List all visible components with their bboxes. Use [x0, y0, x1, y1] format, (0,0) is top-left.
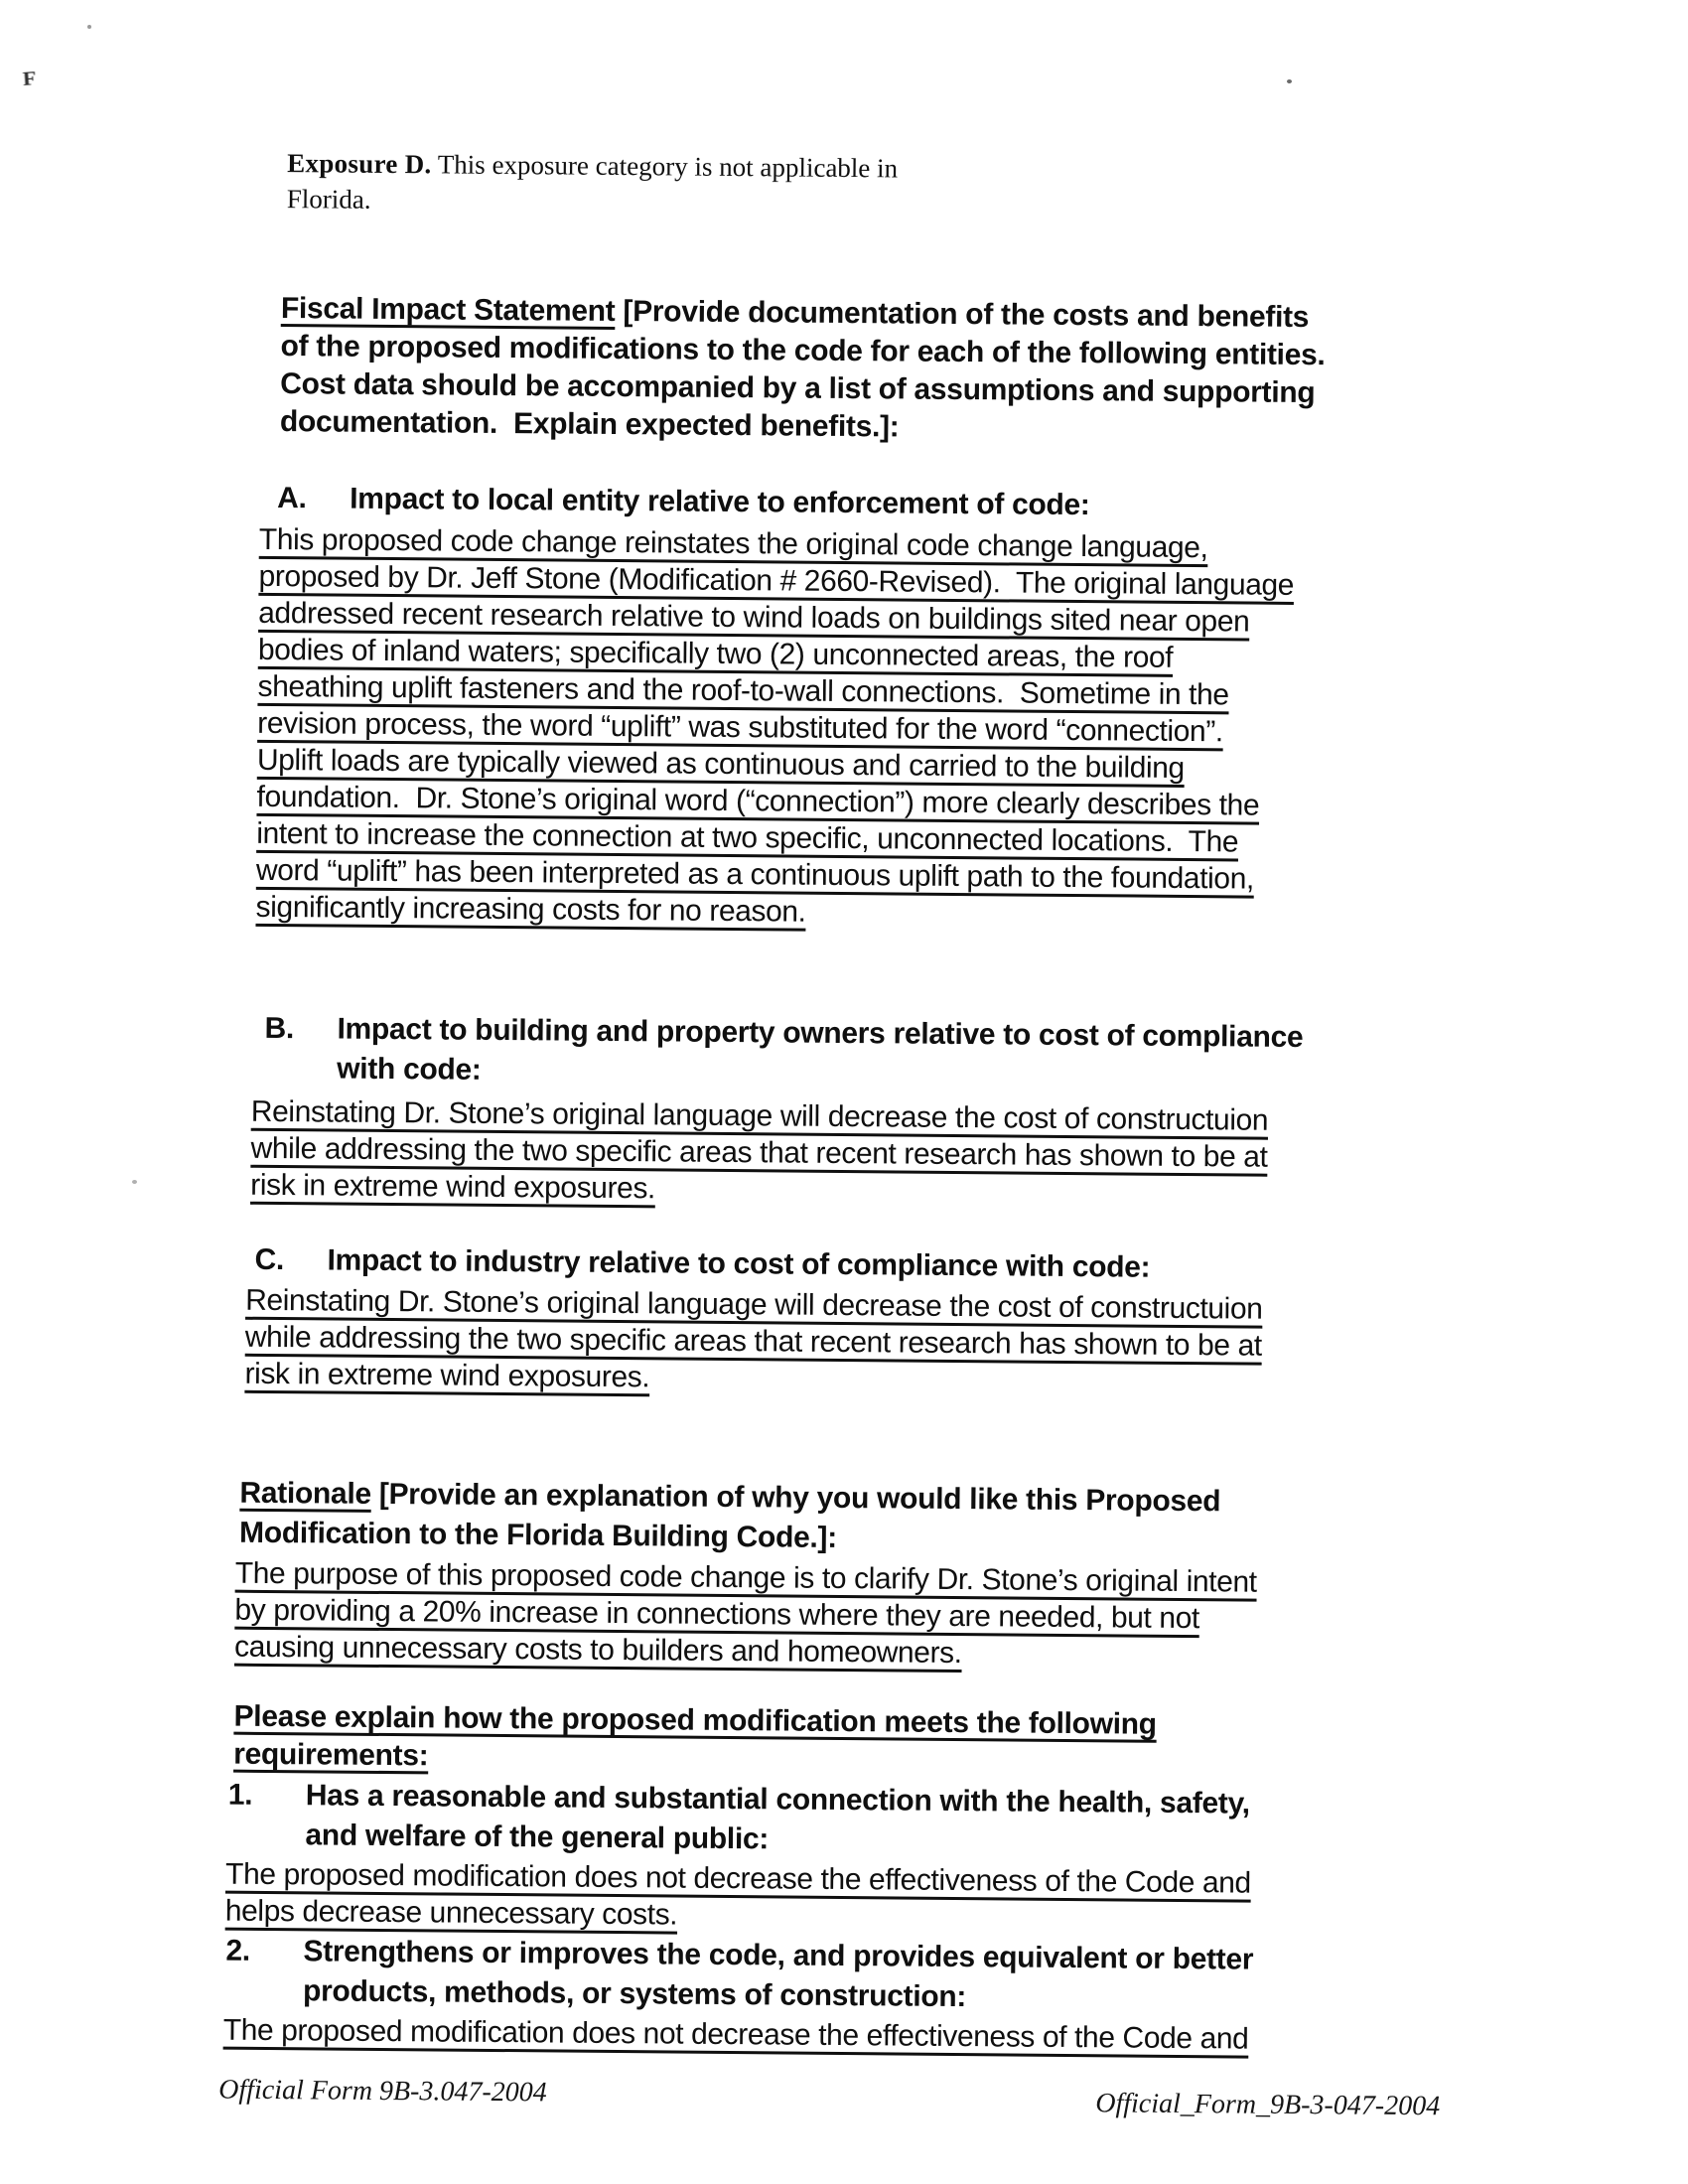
page-footer	[218, 2074, 1441, 2122]
requirement-1-answer: The proposed modification does not decrease the effectiveness of the Code and helps decrease unnecessary costs.	[224, 1857, 1251, 1932]
fiscal-impact-lead: Fiscal Impact Statement	[280, 292, 616, 328]
requirement-1-title: Has a reasonable and substantial connection with the health, safety, and welfare of the general public:	[305, 1779, 1250, 1856]
requirement-2-title: Strengthens or improves the code, and provides equivalent or better products, methods, or systems of construction:	[302, 1935, 1254, 2014]
section-b-heading	[264, 1009, 1688, 1101]
section-a-answer: This proposed code change reinstates the original code change language, proposed by Dr. Jeff Stone (Modification # 2660-Revised). The original language addressed recent research relative to wind loads on buildings sited near open bodies of inland waters; specifically two (2) unconnected areas, the roof sheathing uplift fasteners and the roof-to-wall connections. Sometime in the revision process, the word “uplift” was substituted for the word “connection”. Uplift loads are typically viewed as continuous and carried to the building foundation. Dr. Stone’s original word (“connection”) more clearly describes the intent to increase the connection at two specific, unconnected locations. The word “uplift” has been interpreted as a continuous uplift path to the foundation, significantly increasing costs for no reason.	[255, 522, 1295, 929]
requirement-2-label: 2.	[225, 1934, 251, 1967]
rationale-lead: Rationale	[239, 1476, 371, 1511]
rationale-heading	[239, 1474, 1535, 1564]
section-c	[0, 1238, 1686, 1405]
requirement-1-heading	[227, 1776, 1681, 1868]
requirement-1-label: 1.	[227, 1778, 253, 1812]
footer-form-number-left: Official Form 9B-3.047-2004	[218, 2074, 547, 2109]
requirement-2-answer: The proposed modification does not decrease the effectiveness of the Code and	[222, 2013, 1249, 2056]
fiscal-impact-heading	[280, 290, 1555, 452]
exposure-note-lead: Exposure D.	[287, 148, 432, 180]
section-b-answer: Reinstating Dr. Stone’s original language will decrease the cost of constructuion while addressing the two specific areas that recent research has shown to be at risk in extreme wind exposures.	[250, 1094, 1269, 1206]
requirements-section	[0, 1696, 1682, 2062]
requirement-2-heading	[225, 1932, 1680, 2024]
fiscal-impact-text: [Provide documentation of the costs and benefits of the proposed modifications to the code for each of the following entities. Cost data should be accompanied by a list of assumptions and supporting documentation. Explain expected benefits.]:	[279, 294, 1326, 444]
section-b	[0, 1007, 1688, 1217]
requirement-item-2	[0, 1930, 1680, 2062]
section-c-title: Impact to industry relative to cost of compliance with code:	[327, 1243, 1151, 1284]
section-c-label: C.	[254, 1242, 285, 1277]
rationale-answer: The purpose of this proposed code change is to clarify Dr. Stone’s original intent by providing a 20% increase in connections where they are needed, but not causing unnecessary costs to builders and homeowners.	[233, 1556, 1257, 1671]
section-c-answer: Reinstating Dr. Stone’s original language will decrease the cost of constructuion while addressing the two specific areas that recent research has shown to be at risk in extreme wind exposures.	[244, 1283, 1263, 1394]
section-b-label: B.	[264, 1011, 295, 1046]
section-a-label: A.	[277, 482, 307, 515]
exposure-note-text: This exposure category is not applicable in Florida.	[286, 149, 899, 215]
rationale-text: [Provide an explanation of why you would like this Proposed Modification to the Florida Building Code.]:	[239, 1477, 1221, 1554]
section-a-title: Impact to local entity relative to enforcement of code:	[350, 482, 1090, 522]
scan-artifact: F	[22, 67, 38, 90]
section-a	[0, 477, 1688, 939]
requirements-intro: Please explain how the proposed modification meets the following requirements:	[233, 1699, 1157, 1773]
rationale-section	[0, 1472, 1684, 1678]
footer-form-number-right: Official_Form_9B-3-047-2004	[1095, 2088, 1441, 2122]
requirement-item-1	[0, 1774, 1681, 1943]
section-b-title: Impact to building and property owners relative to cost of compliance with code:	[337, 1012, 1304, 1087]
exposure-note	[287, 145, 1547, 227]
